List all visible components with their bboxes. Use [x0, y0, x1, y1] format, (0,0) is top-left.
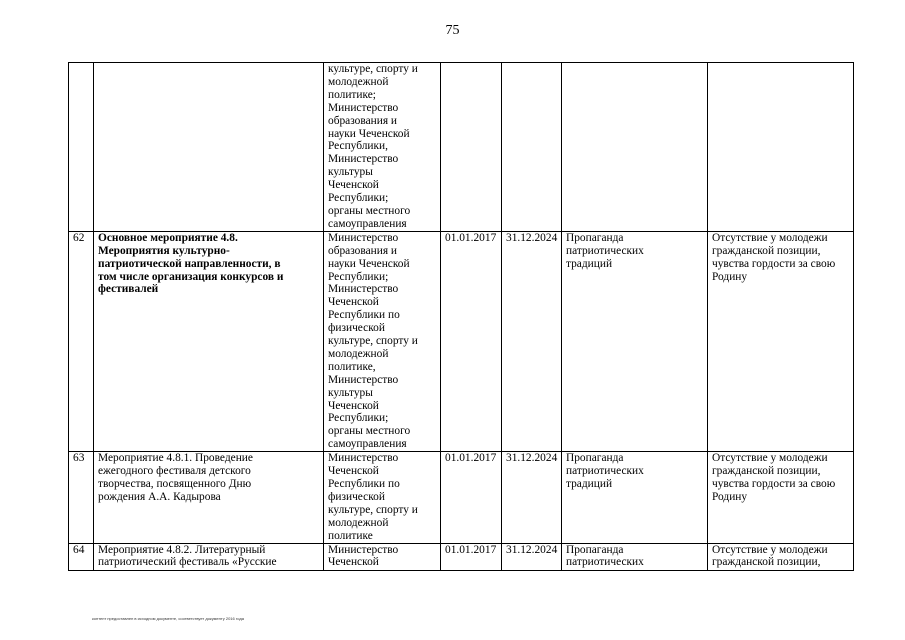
end-date: 31.12.2024: [502, 452, 562, 543]
end-date: [502, 63, 562, 232]
page-number: 75: [445, 23, 460, 38]
end-date: 31.12.2024: [502, 543, 562, 570]
start-date: 01.01.2017: [441, 231, 502, 451]
row-number: [69, 63, 94, 232]
responsible-executor: Министерство Чеченской: [324, 543, 441, 570]
expected-result: [562, 63, 708, 232]
responsible-executor: культуре, спорту и молодежной политике; Министерство образования и науки Чеченской Республики, Министерство культуры Чеченской Республики; органы местного самоуправления: [324, 63, 441, 232]
footer-note: контент предоставлен в исходном документе, соответствует документу 2016 года: [92, 616, 244, 621]
consequence-of-non-implementation: Отсутствие у молодежи гражданской позиции, чувства гордости за свою Родину: [708, 231, 854, 451]
measure-title: Мероприятие 4.8.1. Проведение ежегодного фестиваля детского творчества, посвященного Дню рождения А.А. Кадырова: [94, 452, 324, 543]
consequence-of-non-implementation: Отсутствие у молодежи гражданской позиции,: [708, 543, 854, 570]
consequence-of-non-implementation: Отсутствие у молодежи гражданской позиции, чувства гордости за свою Родину: [708, 452, 854, 543]
program-measures-table: [68, 62, 854, 571]
table-row: [69, 231, 854, 451]
measure-title: [94, 63, 324, 232]
start-date: 01.01.2017: [441, 543, 502, 570]
start-date: [441, 63, 502, 232]
responsible-executor: Министерство Чеченской Республики по физической культуре, спорту и молодежной политике: [324, 452, 441, 543]
row-number: 63: [69, 452, 94, 543]
table-row: [69, 63, 854, 232]
row-number: 62: [69, 231, 94, 451]
row-number: 64: [69, 543, 94, 570]
responsible-executor: Министерство образования и науки Чеченской Республики; Министерство Чеченской Республики по физической культуре, спорту и молодежной политике, Министерство культуры Чеченской Республики; органы местного самоуправления: [324, 231, 441, 451]
end-date: 31.12.2024: [502, 231, 562, 451]
measure-title: Мероприятие 4.8.2. Литературный патриотический фестиваль «Русские: [94, 543, 324, 570]
expected-result: Пропаганда патриотических: [562, 543, 708, 570]
start-date: 01.01.2017: [441, 452, 502, 543]
measure-title: Основное мероприятие 4.8. Мероприятия культурно- патриотической направленности, в том числе организация конкурсов и фестивалей: [94, 231, 324, 451]
table-row: [69, 543, 854, 570]
consequence-of-non-implementation: [708, 63, 854, 232]
expected-result: Пропаганда патриотических традиций: [562, 231, 708, 451]
table-row: [69, 452, 854, 543]
expected-result: Пропаганда патриотических традиций: [562, 452, 708, 543]
